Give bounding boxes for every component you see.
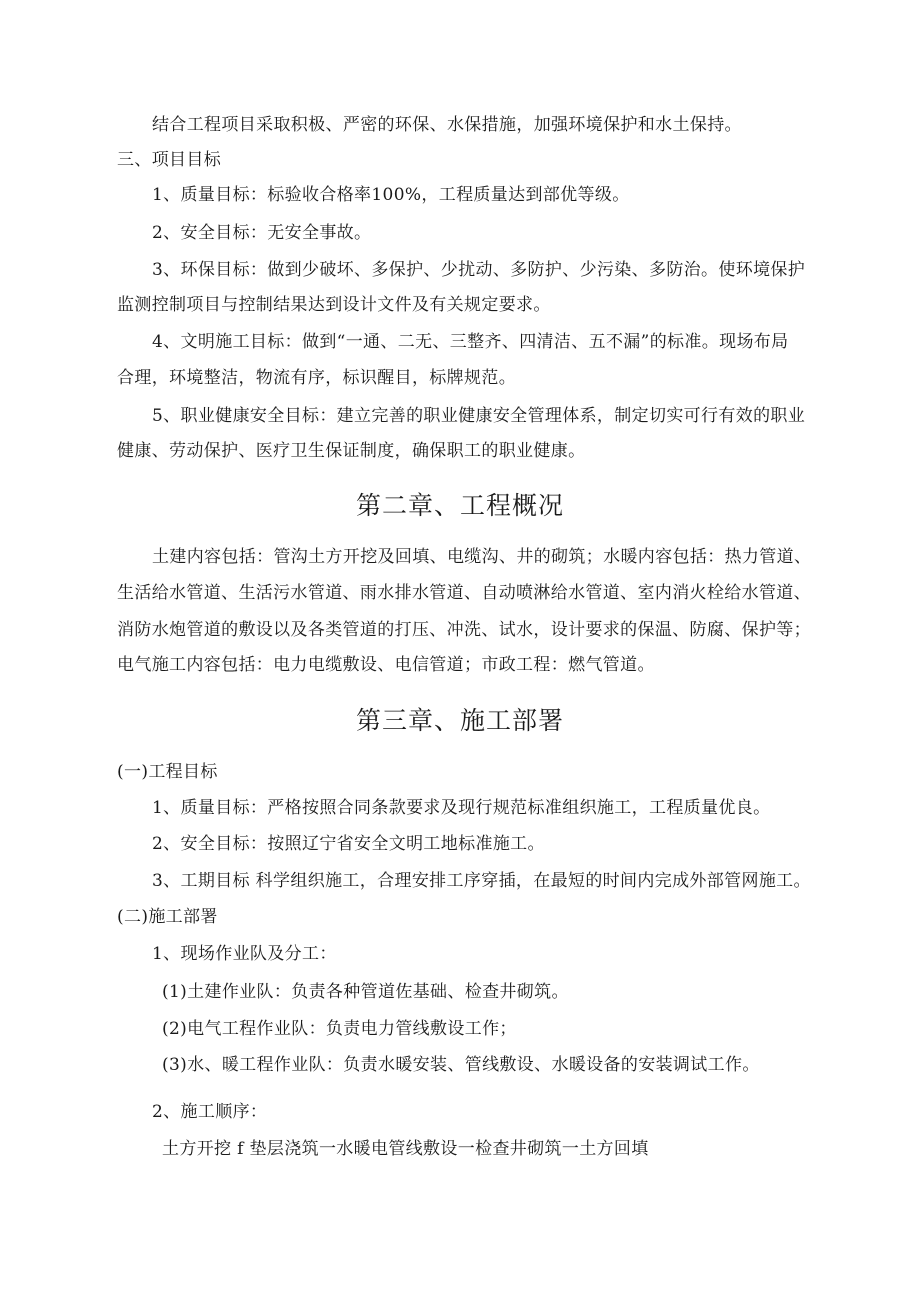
goal-occupational-health: 5、职业健康安全目标：建立完善的职业健康安全管理体系，制定切实可行有效的职业 xyxy=(152,406,806,426)
overview-line-1: 土建内容包括：管沟土方开挖及回填、电缆沟、井的砌筑；水暖内容包括：热力管道、 xyxy=(152,547,812,567)
engineering-goal-schedule: 3、工期目标 科学组织施工，合理安排工序穿插，在最短的时间内完成外部管网施工。 xyxy=(152,871,811,891)
team-plumbing-heating: (3)水、暖工程作业队：负责水暖安装、管线敷设、水暖设备的安装调试工作。 xyxy=(162,1055,760,1075)
construction-sequence-heading: 2、施工顺序： xyxy=(152,1102,268,1122)
goal-civilized-construction-cont: 合理，环境整洁，物流有序，标识醒目，标牌规范。 xyxy=(117,368,517,388)
env-protection-line: 结合工程项目采取积极、严密的环保、水保措施，加强环境保护和水土保持。 xyxy=(152,115,742,135)
overview-line-3: 消防水炮管道的敷设以及各类管道的打压、冲洗、试水，设计要求的保温、防腐、保护等； xyxy=(117,620,811,640)
chapter-2-title: 第二章、工程概况 xyxy=(355,491,564,520)
goal-occupational-health-cont: 健康、劳动保护、医疗卫生保证制度，确保职工的职业健康。 xyxy=(117,441,586,461)
goal-environment: 3、环保目标：做到少破坏、多保护、少扰动、多防护、少污染、多防治。使环境保护 xyxy=(152,260,806,280)
goal-civilized-construction: 4、文明施工目标：做到“一通、二无、三整齐、四清洁、五不漏”的标准。现场布局 xyxy=(152,332,789,352)
engineering-goal-quality: 1、质量目标：严格按照合同条款要求及现行规范标准组织施工，工程质量优良。 xyxy=(152,798,771,818)
team-civil: (1)土建作业队：负责各种管道佐基础、检查井砌筑。 xyxy=(162,982,569,1002)
goal-environment-cont: 监测控制项目与控制结果达到设计文件及有关规定要求。 xyxy=(117,295,551,315)
team-electrical: (2)电气工程作业队：负责电力管线敷设工作； xyxy=(162,1019,517,1039)
overview-line-4: 电气施工内容包括：电力电缆敷设、电信管道；市政工程：燃气管道。 xyxy=(117,655,655,675)
construction-deployment-heading: (二)施工部署 xyxy=(117,907,218,927)
overview-line-2: 生活给水管道、生活污水管道、雨水排水管道、自动喷淋给水管道、室内消火栓给水管道、 xyxy=(117,583,811,603)
goal-safety: 2、安全目标：无安全事故。 xyxy=(152,223,372,243)
construction-sequence: 土方开挖 f 垫层浇筑一水暖电管线敷设一检查井砌筑一土方回填 xyxy=(162,1139,649,1159)
section-heading-project-goals: 三、项目目标 xyxy=(117,150,222,170)
chapter-3-title: 第三章、施工部署 xyxy=(355,706,564,735)
engineering-goal-safety: 2、安全目标：按照辽宁省安全文明工地标准施工。 xyxy=(152,834,545,854)
goal-quality: 1、质量目标：标验收合格率100%，工程质量达到部优等级。 xyxy=(152,185,630,205)
engineering-goals-heading: (一)工程目标 xyxy=(117,762,218,782)
work-teams-heading: 1、现场作业队及分工： xyxy=(152,944,337,964)
